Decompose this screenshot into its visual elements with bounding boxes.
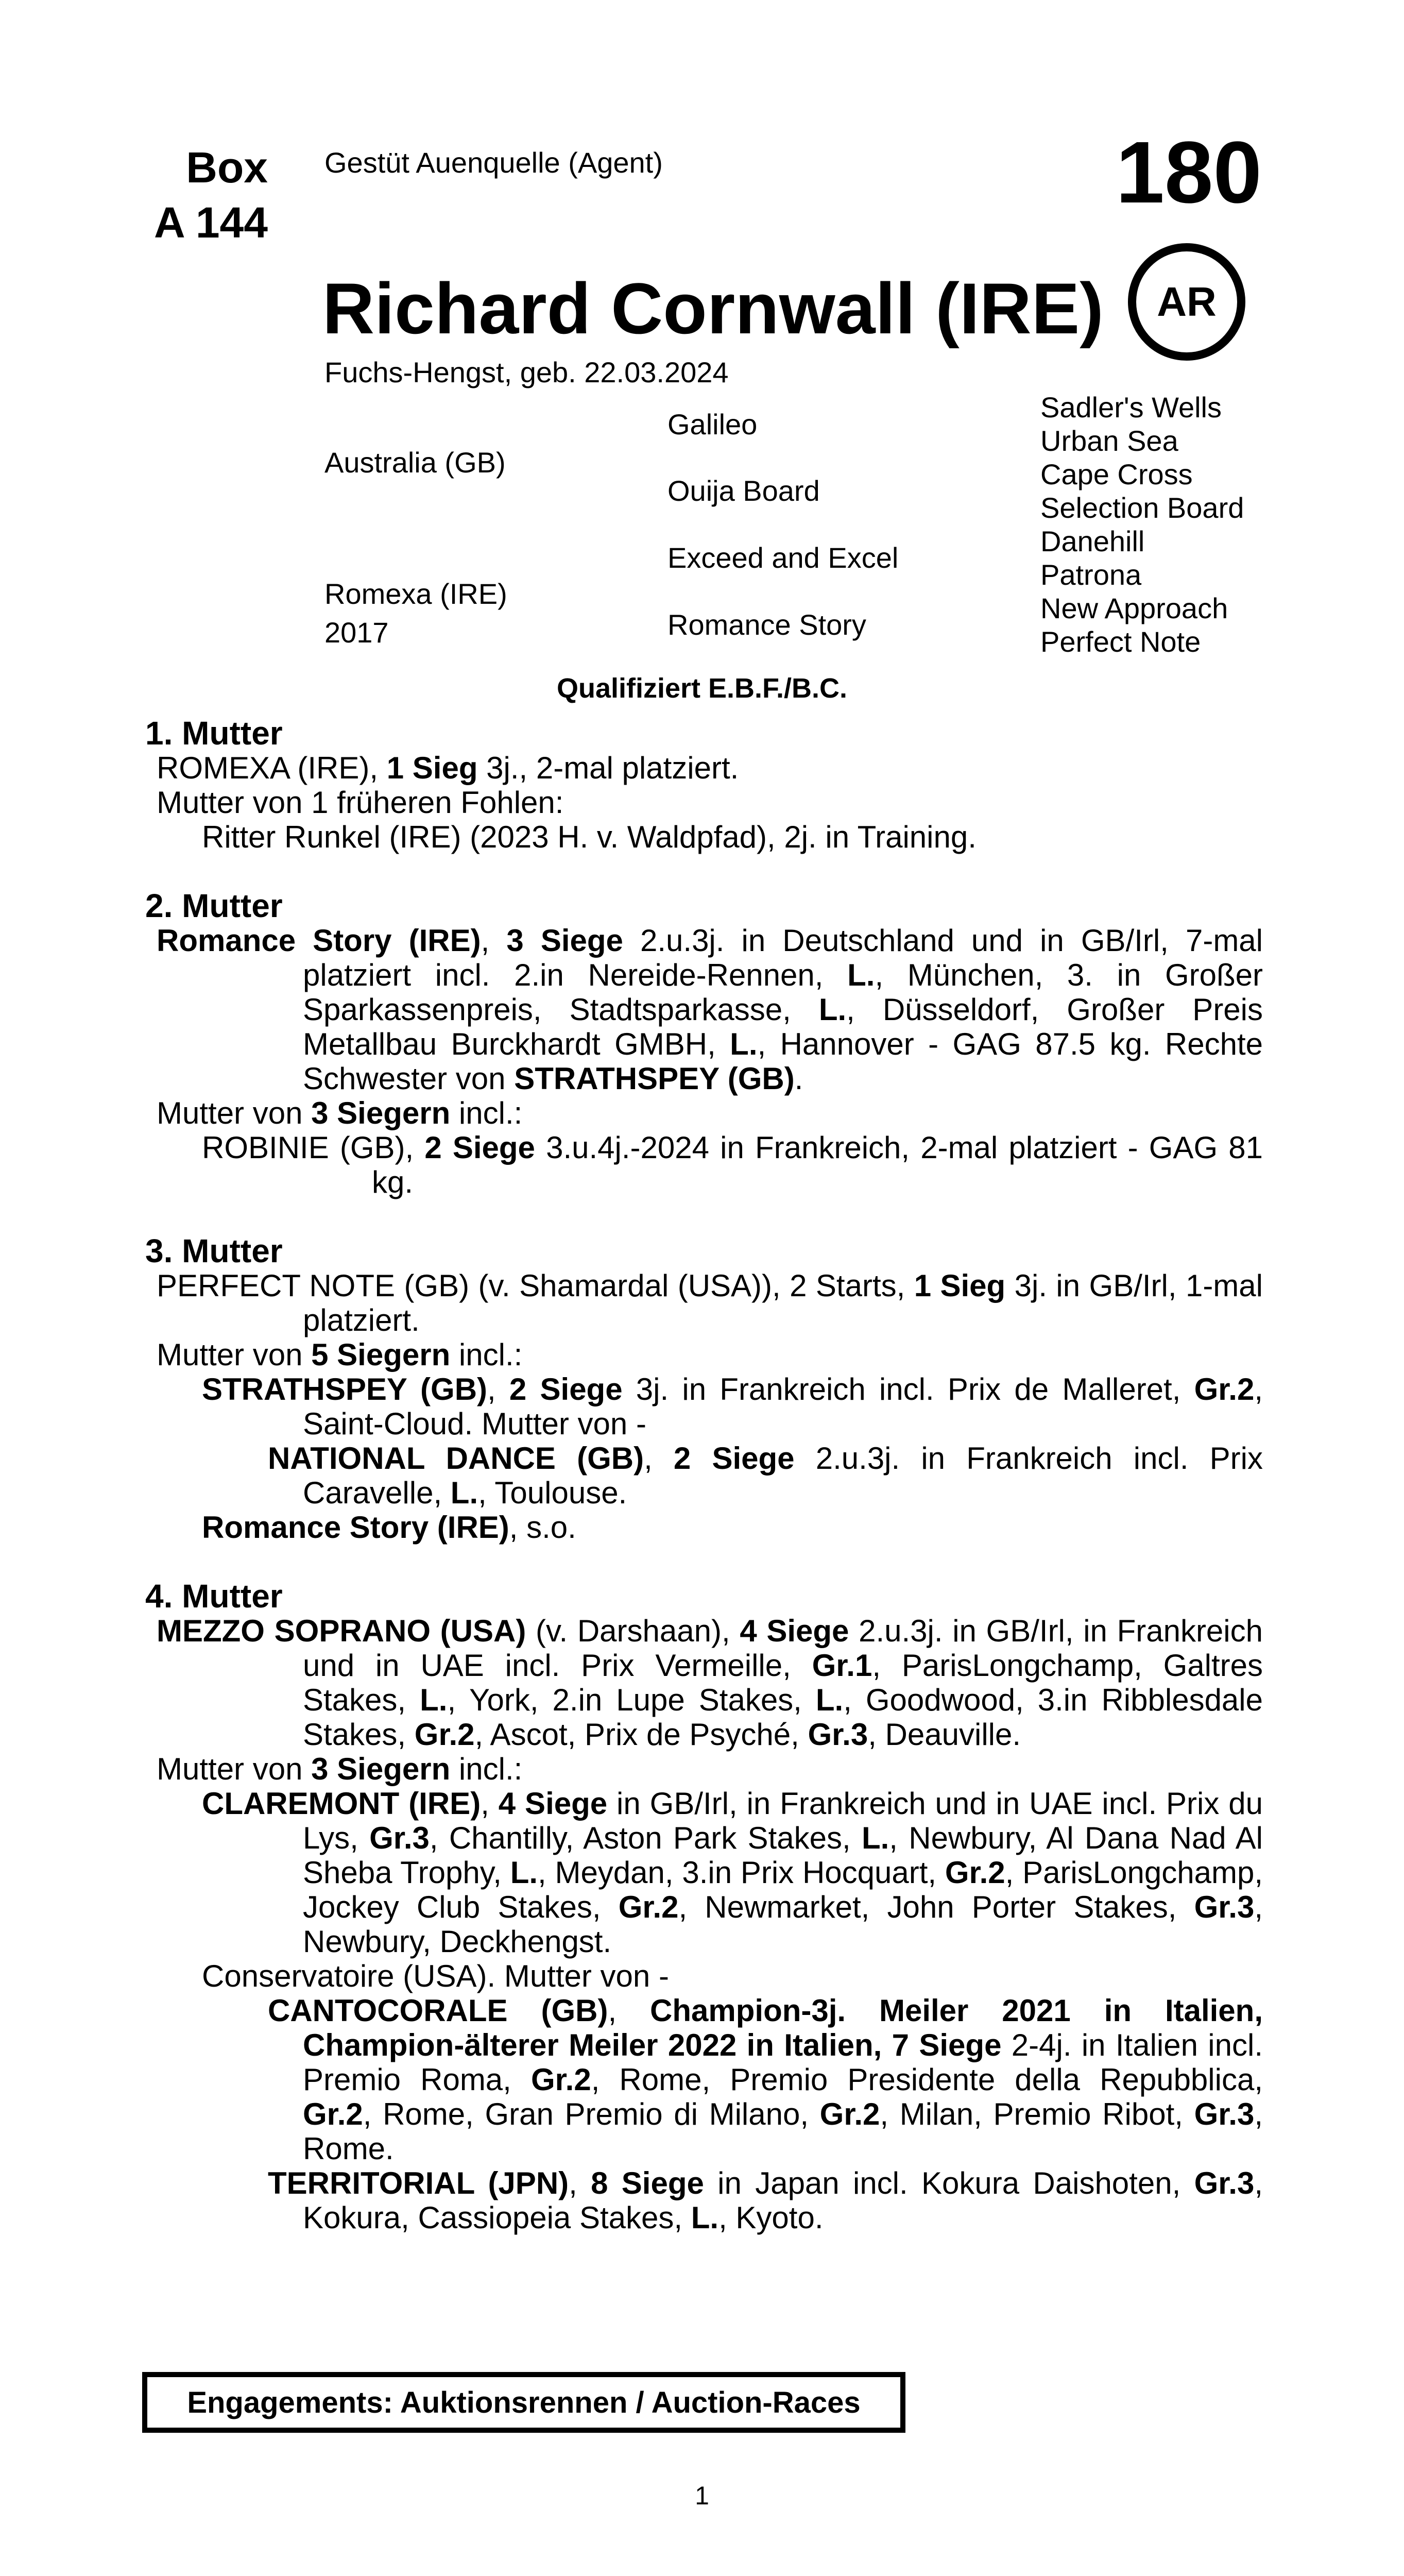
race-grade: L. — [847, 958, 875, 992]
winner-count: 3 Siegern — [311, 1096, 451, 1130]
text: incl.: — [450, 1752, 523, 1786]
text: , — [481, 1786, 499, 1821]
championship-text: Champion-3j. Meiler 2021 in Italien, Champion-älterer Meiler 2022 in Italien, 7 Siege — [303, 1993, 1263, 2062]
text: in Japan incl. Kokura Daishoten, — [704, 2166, 1194, 2200]
text: , München, 3. in Großer Sparkassenpreis, Stadtsparkasse, — [303, 958, 1263, 1027]
section-title: 4. Mutter — [145, 1578, 283, 1615]
offspring-intro: Mutter von 1 früheren Fohlen: — [157, 785, 564, 820]
dam-name: MEZZO SOPRANO (USA) — [157, 1614, 526, 1648]
sibling-name: STRATHSPEY (GB) — [514, 1061, 795, 1096]
section-fourth-dam — [145, 1579, 1263, 2235]
text: , York, 2.in Lupe Stakes, — [447, 1683, 816, 1717]
text: , Rome, Premio Presidente della Repubblica, — [591, 2062, 1263, 2097]
pedigree-great-grandparent: Sadler's Wells — [1040, 391, 1222, 423]
dam-name: ROMEXA (IRE), — [157, 751, 387, 785]
grand-offspring-entry — [145, 1441, 1263, 1510]
horse-name: Richard Cornwall (IRE) — [322, 268, 1104, 349]
offspring-entry: Conservatoire (USA). Mutter von - — [202, 1959, 669, 1993]
offspring-name: STRATHSPEY (GB) — [202, 1372, 488, 1406]
text: , Saint-Cloud. Mutter von - — [303, 1372, 1263, 1441]
pedigree-grandparent: Galileo — [667, 408, 758, 440]
text: , Meydan, 3.in Prix Hocquart, — [538, 1855, 945, 1890]
text: , — [487, 1372, 509, 1406]
winner-count: 3 Siegern — [311, 1752, 451, 1786]
winners-intro — [145, 1752, 1263, 1786]
pedigree-great-grandparent: Urban Sea — [1040, 425, 1178, 457]
record-text: 3j., 2-mal platziert. — [477, 751, 739, 785]
text: in GB/Irl, in Frankreich und in UAE incl. Prix du Lys, — [303, 1786, 1263, 1855]
pedigree-dam-year: 2017 — [324, 616, 389, 649]
text: , Newbury, Deckhengst. — [303, 1890, 1263, 1959]
offspring-name: Romance Story (IRE) — [202, 1510, 509, 1545]
ar-badge-label: AR — [1157, 279, 1217, 325]
win-count: 4 Siege — [498, 1786, 608, 1821]
text: , Kokura, Cassiopeia Stakes, — [303, 2166, 1263, 2235]
text: , ParisLongchamp, Galtres Stakes, — [303, 1648, 1263, 1717]
winners-intro — [145, 1096, 1263, 1130]
text: , — [569, 2166, 591, 2200]
text: Mutter von — [157, 1096, 312, 1130]
section-title: 3. Mutter — [145, 1232, 283, 1269]
section-title: 2. Mutter — [145, 887, 283, 924]
winner-count: 5 Siegern — [311, 1337, 451, 1372]
text: incl.: — [450, 1096, 523, 1130]
pedigree-great-grandparent: Danehill — [1040, 525, 1145, 557]
text: 3.u.4j.-2024 in Frankreich, 2-mal platziert - GAG 81 kg. — [372, 1130, 1263, 1199]
offspring-entry — [145, 1372, 1263, 1441]
text: , Chantilly, Aston Park Stakes, — [429, 1821, 862, 1855]
text: , — [608, 1993, 650, 2028]
grand-offspring-entry — [145, 2166, 1263, 2235]
offspring-name: NATIONAL DANCE (GB) — [268, 1441, 644, 1476]
engagements-label: Engagements: Auktionsrennen / Auction-Races — [187, 2385, 861, 2419]
text: , — [644, 1441, 674, 1476]
text: . — [794, 1061, 803, 1096]
text: , — [481, 923, 507, 958]
pedigree-great-grandparent: Perfect Note — [1040, 625, 1201, 658]
horse-description: Fuchs-Hengst, geb. 22.03.2024 — [324, 356, 729, 388]
win-count: 2 Siege — [673, 1441, 795, 1476]
grand-offspring-entry — [145, 1993, 1263, 2166]
offspring-entry — [145, 1130, 1263, 1199]
pedigree-grandparent: Ouija Board — [667, 474, 820, 507]
race-grade: L. — [510, 1855, 538, 1890]
ar-badge-icon — [1128, 243, 1245, 361]
text: , Newmarket, John Porter Stakes, — [678, 1890, 1194, 1924]
text: , Rome, Gran Premio di Milano, — [363, 2097, 820, 2131]
race-grade: Gr.2 — [945, 1855, 1005, 1890]
win-count: 1 Sieg — [914, 1268, 1006, 1303]
race-grade: L. — [420, 1683, 448, 1717]
qualification-note: Qualifiziert E.B.F./B.C. — [556, 673, 848, 704]
race-grade: L. — [450, 1476, 478, 1510]
text: , Deauville. — [868, 1717, 1021, 1752]
dam-name: PERFECT NOTE (GB) (v. Shamardal (USA)), 2 Starts, — [157, 1268, 914, 1303]
dam-record — [145, 751, 1263, 785]
text: , Rome. — [303, 2097, 1263, 2166]
pedigree-great-grandparents — [1040, 391, 1244, 658]
section-second-dam — [145, 889, 1263, 1199]
race-grade: L. — [815, 1683, 844, 1717]
text: Mutter von — [157, 1337, 312, 1372]
text: Mutter von — [157, 1752, 312, 1786]
text: , Hannover - GAG 87.5 kg. Rechte Schwester von — [303, 1027, 1263, 1096]
engagements-box — [142, 2372, 905, 2433]
win-count: 4 Siege — [740, 1614, 849, 1648]
pedigree-grandparent: Exceed and Excel — [667, 541, 899, 574]
race-grade: L. — [691, 2200, 719, 2235]
offspring-name: CANTOCORALE (GB) — [268, 1993, 608, 2028]
race-grade: L. — [730, 1027, 758, 1061]
win-count: 2 Siege — [424, 1130, 535, 1165]
lot-number: 180 — [1116, 124, 1262, 222]
pedigree-great-grandparent: New Approach — [1040, 592, 1228, 624]
race-grade: Gr.2 — [414, 1717, 475, 1752]
race-grade: Gr.3 — [1194, 2166, 1255, 2200]
text: , Newbury, Al Dana Nad Al Sheba Trophy, — [303, 1821, 1263, 1890]
race-grade: Gr.2 — [1194, 1372, 1255, 1406]
dam-record — [145, 1614, 1263, 1752]
race-grade: L. — [818, 992, 847, 1027]
section-first-dam — [145, 716, 1263, 854]
dam-record — [145, 923, 1263, 1096]
text: , s.o. — [509, 1510, 576, 1545]
text: incl.: — [450, 1337, 523, 1372]
pedigree-sire: Australia (GB) — [324, 446, 506, 479]
offspring-entry — [145, 1510, 1263, 1545]
text: , ParisLongchamp, Jockey Club Stakes, — [303, 1855, 1263, 1924]
family-sections — [145, 716, 1263, 2235]
winners-intro — [145, 1337, 1263, 1372]
offspring-name: ROBINIE (GB), — [202, 1130, 425, 1165]
race-grade: Gr.2 — [530, 2062, 591, 2097]
text: , Milan, Premio Ribot, — [880, 2097, 1194, 2131]
offspring-name: CLAREMONT (IRE) — [202, 1786, 481, 1821]
race-grade: Gr.1 — [812, 1648, 872, 1683]
text: , Ascot, Prix de Psyché, — [474, 1717, 808, 1752]
text: 3j. in GB/Irl, 1-mal platziert. — [303, 1268, 1263, 1337]
offspring-entry: Ritter Runkel (IRE) (2023 H. v. Waldpfad), 2j. in Training. — [202, 820, 977, 854]
agent-name: Gestüt Auenquelle (Agent) — [324, 146, 663, 179]
pedigree-great-grandparent: Patrona — [1040, 558, 1142, 591]
box-label: Box — [186, 143, 268, 192]
text: (v. Darshaan), — [526, 1614, 740, 1648]
race-grade: Gr.2 — [618, 1890, 679, 1924]
pedigree-dam: Romexa (IRE) — [324, 578, 507, 610]
box-number: A 144 — [153, 198, 268, 247]
text: , Toulouse. — [478, 1476, 627, 1510]
text: 2.u.3j. in GB/Irl, in Frankreich und in UAE incl. Prix Vermeille, — [303, 1614, 1263, 1683]
win-count: 2 Siege — [509, 1372, 623, 1406]
text: , Düsseldorf, Großer Preis Metallbau Burckhardt GMBH, — [303, 992, 1263, 1061]
race-grade: Gr.3 — [808, 1717, 868, 1752]
race-grade: Gr.3 — [369, 1821, 430, 1855]
text: , Kyoto. — [718, 2200, 824, 2235]
text: 2-4j. in Italien incl. Premio Roma, — [303, 2028, 1263, 2097]
win-count: 3 Siege — [506, 923, 623, 958]
race-grade: L. — [861, 1821, 889, 1855]
section-title: 1. Mutter — [145, 715, 283, 752]
win-count: 1 Sieg — [386, 751, 478, 785]
page-number: 1 — [695, 2481, 709, 2510]
pedigree-great-grandparent: Selection Board — [1040, 492, 1244, 524]
dam-name: Romance Story (IRE) — [157, 923, 481, 958]
offspring-name: TERRITORIAL (JPN) — [268, 2166, 569, 2200]
dam-record — [145, 1268, 1263, 1337]
race-grade: Gr.3 — [1194, 2097, 1255, 2131]
text: 3j. in Frankreich incl. Prix de Malleret, — [622, 1372, 1194, 1406]
win-count: 8 Siege — [591, 2166, 704, 2200]
race-grade: Gr.3 — [1194, 1890, 1255, 1924]
offspring-entry — [145, 1786, 1263, 1959]
text: 2.u.3j. in Frankreich incl. Prix Caravelle, — [303, 1441, 1263, 1510]
section-third-dam — [145, 1234, 1263, 1545]
text: , Goodwood, 3.in Ribblesdale Stakes, — [303, 1683, 1263, 1752]
pedigree-grandparent: Romance Story — [667, 608, 866, 641]
text: 2.u.3j. in Deutschland und in GB/Irl, 7-mal platziert incl. 2.in Nereide-Rennen, — [303, 923, 1263, 992]
pedigree-great-grandparent: Cape Cross — [1040, 458, 1193, 490]
race-grade: Gr.2 — [819, 2097, 880, 2131]
race-grade: Gr.2 — [303, 2097, 363, 2131]
